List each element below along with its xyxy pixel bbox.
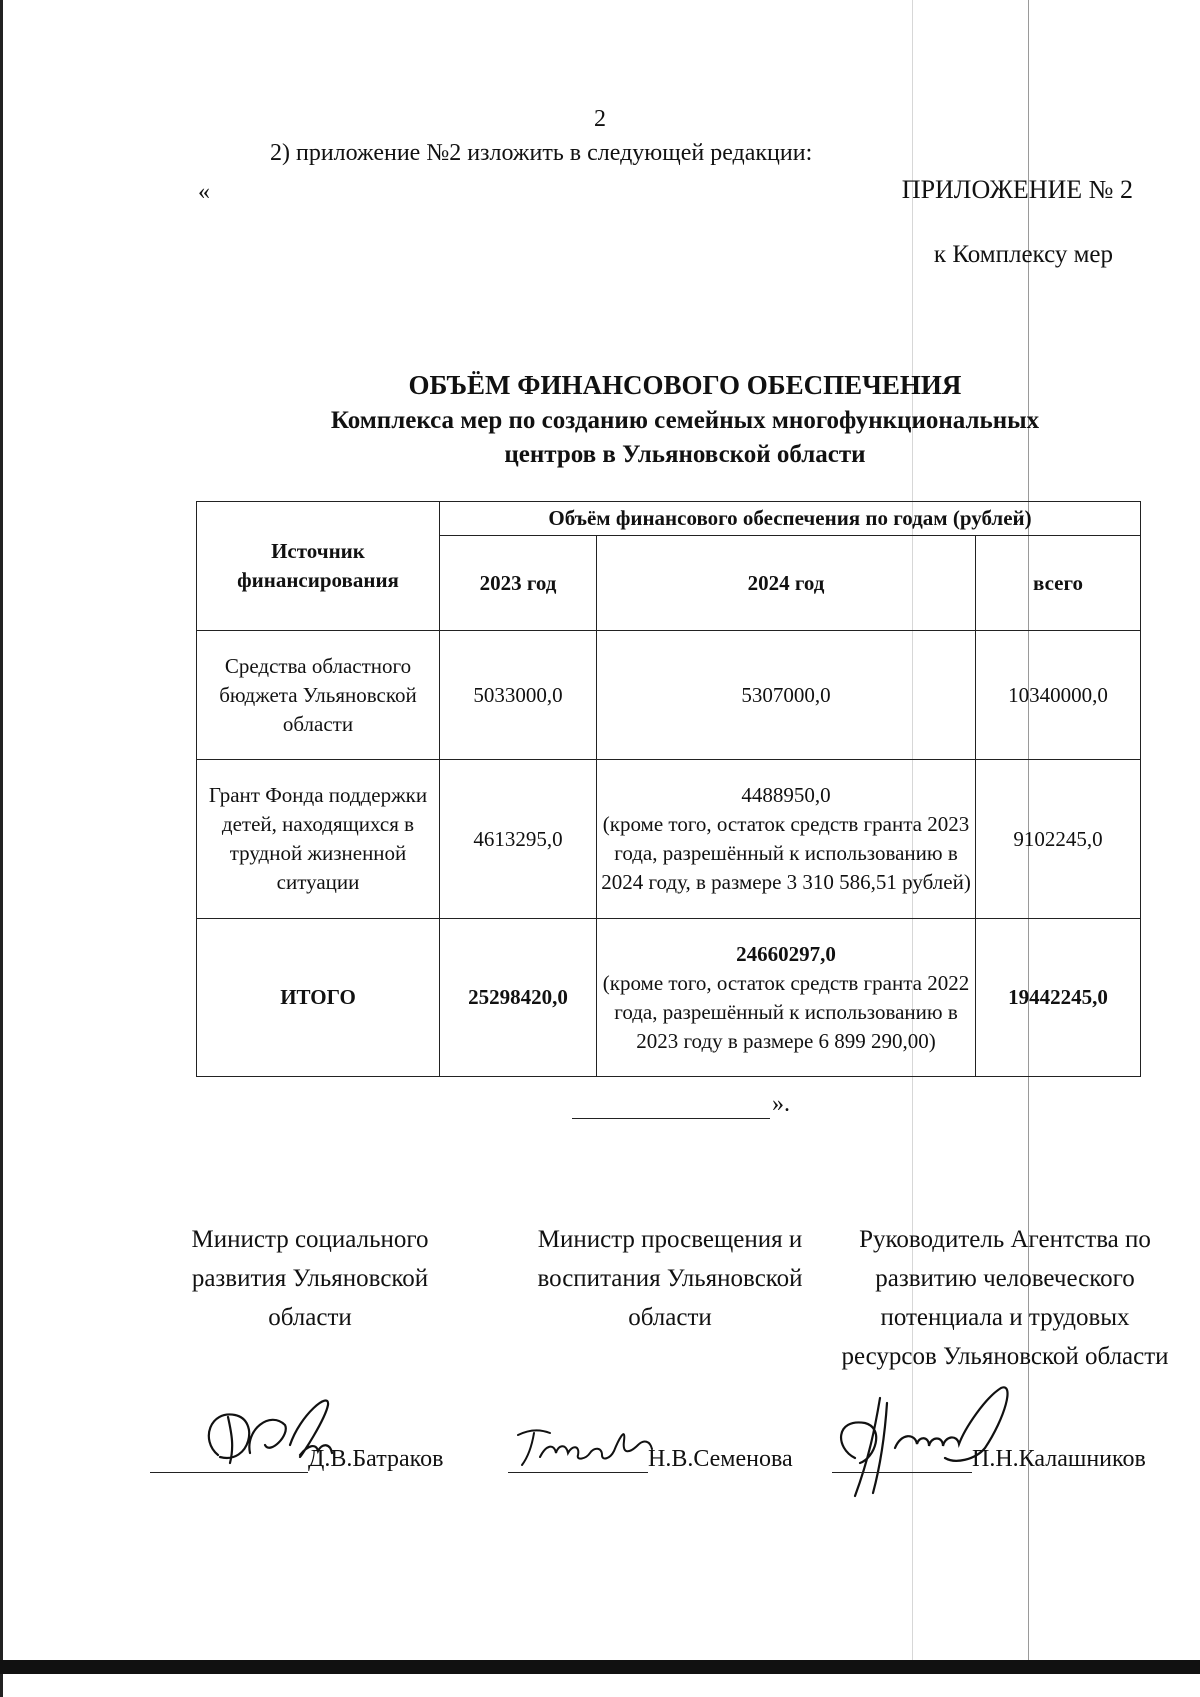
signatory-name-3: П.Н.Калашников bbox=[972, 1446, 1146, 1472]
signature-3 bbox=[825, 1378, 1035, 1503]
table-row bbox=[197, 760, 1141, 919]
signatory-name-3-group bbox=[832, 1446, 1146, 1473]
signatory-name-1: Д.В.Батраков bbox=[308, 1446, 444, 1472]
closing-quote: ». bbox=[772, 1091, 790, 1117]
appendix-title: ПРИЛОЖЕНИЕ № 2 bbox=[901, 175, 1133, 204]
cell-total: 9102245,0 bbox=[976, 760, 1141, 919]
cell-2023: 4613295,0 bbox=[440, 760, 597, 919]
heading-line-2: Комплекса мер по созданию семейных многофункциональных bbox=[330, 407, 1040, 434]
scan-bottom-edge bbox=[0, 1660, 1200, 1674]
header-group: Объём финансового обеспечения по годам (рублей) bbox=[440, 502, 1141, 536]
cell-2024-note: (кроме того, остаток средств гранта 2022 года, разрешённый к использованию в 2023 году в размере 6 899 290,00) bbox=[602, 970, 970, 1053]
signatory-title-1: Министр социального развития Ульяновской области bbox=[191, 1226, 429, 1331]
quote-open: « bbox=[198, 179, 210, 205]
cell-2024: 5307000,0 bbox=[597, 631, 976, 760]
header-2023: 2023 год bbox=[440, 536, 597, 631]
financing-table bbox=[196, 501, 1141, 1077]
signatory-title-3: Руководитель Агентства по развитию человеческого потенциала и трудовых ресурсов Ульяновской области bbox=[841, 1226, 1169, 1370]
header-source: Источник финансирования bbox=[197, 502, 440, 631]
cell-total: 19442245,0 bbox=[976, 919, 1141, 1077]
cell-2023: 5033000,0 bbox=[440, 631, 597, 760]
cell-2024: 4488950,0 bbox=[741, 783, 831, 807]
signatory-name-2: Н.В.Семенова bbox=[648, 1446, 793, 1472]
cell-2024-note: (кроме того, остаток средств гранта 2023 года, разрешённый к использованию в 2024 году, в размере 3 310 586,51 рублей) bbox=[601, 812, 971, 894]
signature-line bbox=[150, 1448, 308, 1473]
page-number: 2 bbox=[594, 106, 606, 132]
table-row bbox=[197, 631, 1141, 760]
scan-left-edge bbox=[0, 0, 3, 1697]
cell-2024: 24660297,0 bbox=[736, 941, 836, 966]
cell-2024-group bbox=[597, 760, 976, 919]
cell-total: 10340000,0 bbox=[976, 631, 1141, 760]
table-row-total bbox=[197, 919, 1141, 1077]
signature-line bbox=[832, 1448, 972, 1473]
closing-line bbox=[572, 1096, 770, 1119]
header-total: всего bbox=[976, 536, 1141, 631]
cell-2023: 25298420,0 bbox=[440, 919, 597, 1077]
cell-2024-group bbox=[597, 919, 976, 1077]
header-2024: 2024 год bbox=[597, 536, 976, 631]
cell-source: Грант Фонда поддержки детей, находящихся в трудной жизненной ситуации bbox=[197, 760, 440, 919]
heading-line-1: ОБЪЁМ ФИНАНСОВОГО ОБЕСПЕЧЕНИЯ bbox=[408, 370, 962, 400]
signature-line bbox=[508, 1448, 648, 1473]
cell-source: Средства областного бюджета Ульяновской области bbox=[197, 631, 440, 760]
signatory-title-2: Министр просвещения и воспитания Ульяновской области bbox=[537, 1226, 803, 1331]
signatory-name-1-group bbox=[150, 1446, 443, 1473]
signatory-name-2-group bbox=[508, 1446, 793, 1473]
appendix-subtitle: к Комплексу мер bbox=[933, 241, 1113, 268]
cell-source: ИТОГО bbox=[197, 919, 440, 1077]
intro-text: 2) приложение №2 изложить в следующей редакции: bbox=[270, 140, 813, 166]
closing-mark bbox=[572, 1089, 790, 1119]
heading-line-3: центров в Ульяновской области bbox=[504, 441, 866, 468]
